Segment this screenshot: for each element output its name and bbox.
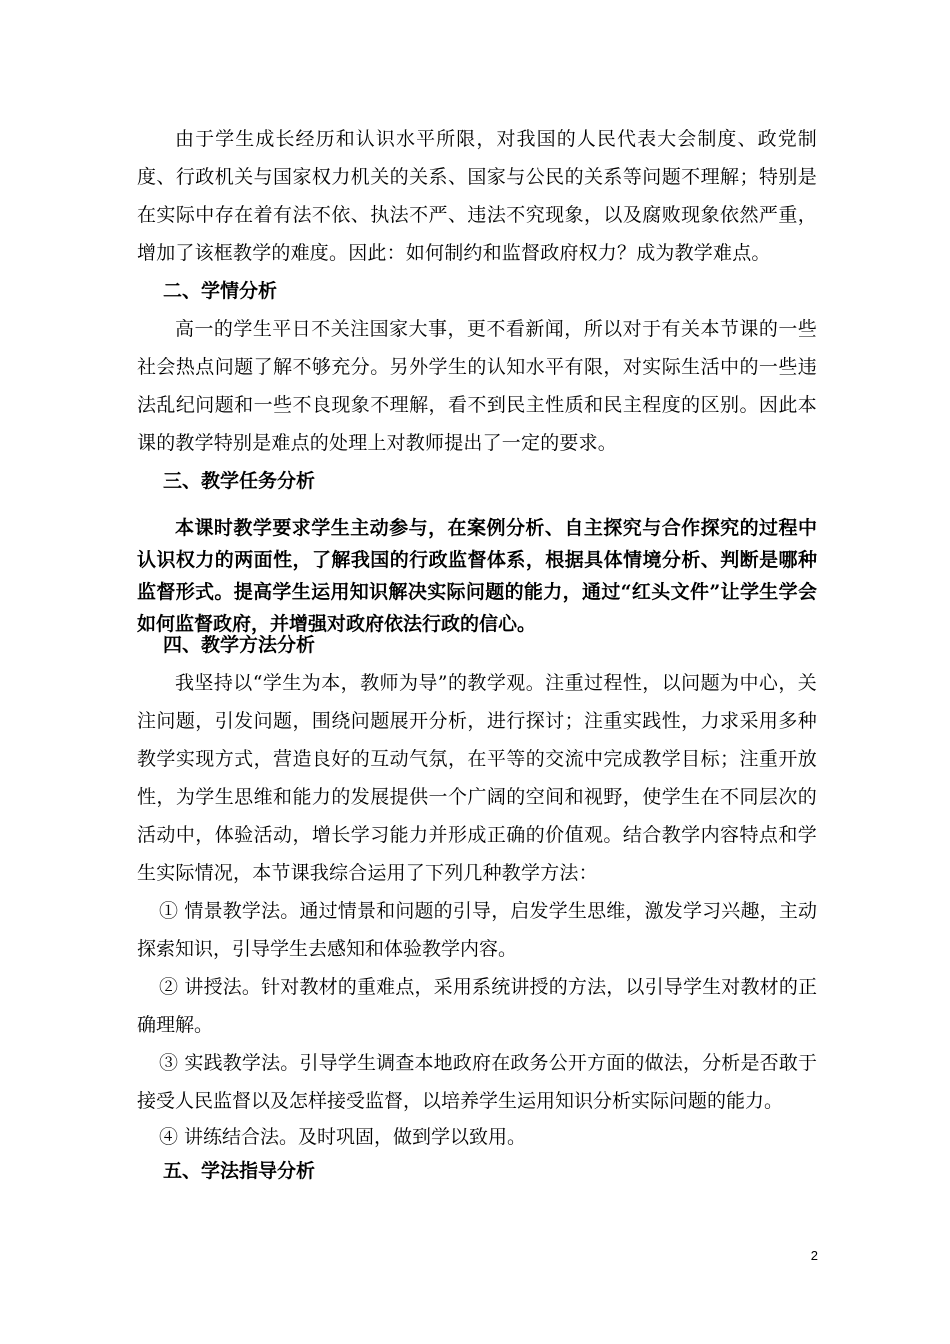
page-number: 2 [810,1248,818,1263]
method-item-1: ① 情景教学法。通过情景和问题的引导，启发学生思维，激发学习兴趣，主动探索知识，引导学生去感知和体验教学内容。 [137,900,817,960]
paragraph-student-analysis: 高一的学生平日不关注国家大事，更不看新闻，所以对于有关本节课的一些社会热点问题了解不够充分。另外学生的认知水平有限，对实际生活中的一些违法乱纪问题和一些不良现象不理解，看不到民主性质和民主程度的区别。因此本课的教学特别是难点的处理上对教师提出了一定的要求。 [137,318,817,454]
method-item-4: ④ 讲练结合法。及时巩固，做到学以致用。 [159,1126,527,1148]
paragraph-method-analysis: 我坚持以“学生为本，教师为导”的教学观。注重过程性，以问题为中心，关注问题，引发问题，围绕问题展开分析，进行探讨；注重实践性，力求采用多种教学实现方式，营造良好的互动气氛，在平等的交流中完成教学目标；注重开放性，为学生思维和能力的发展提供一个广阔的空间和视野，使学生在不同层次的活动中，体验活动，增长学习能力并形成正确的价值观。结合教学内容特点和学生实际情况，本节课我综合运用了下列几种教学方法： [137,672,817,884]
heading-method-analysis: 四、教学方法分析 [163,634,316,656]
paragraph-task-analysis: 本课时教学要求学生主动参与，在案例分析、自主探究与合作探究的过程中认识权力的两面性，了解我国的行政监督体系，根据具体情境分析、判断是哪种监督形式。提高学生运用知识解决实际问题的能力，通过“红头文件”让学生学会如何监督政府，并增强对政府依法行政的信心。 [137,517,817,635]
method-item-3: ③ 实践教学法。引导学生调查本地政府在政务公开方面的做法，分析是否敢于接受人民监督以及怎样接受监督，以培养学生运用知识分析实际问题的能力。 [137,1052,817,1112]
student-analysis-section [137,272,817,462]
difficulty-section [137,120,817,272]
method-analysis-section [137,626,817,1188]
heading-learning-guidance: 五、学法指导分析 [163,1160,316,1182]
heading-task-analysis: 三、教学任务分析 [163,470,316,492]
paragraph-difficulty: 由于学生成长经历和认识水平所限，对我国的人民代表大会制度、政党制度、行政机关与国家权力机关的关系、国家与公民的关系等问题不理解；特别是在实际中存在着有法不依、执法不严、违法不究现象，以及腐败现象依然严重，增加了该框教学的难度。因此：如何制约和监督政府权力？成为教学难点。 [137,128,817,264]
heading-student-analysis: 二、学情分析 [163,280,278,302]
task-analysis-heading-block [137,462,817,500]
task-analysis-section [137,512,817,640]
method-item-2: ② 讲授法。针对教材的重难点，采用系统讲授的方法，以引导学生对教材的正确理解。 [137,976,817,1036]
